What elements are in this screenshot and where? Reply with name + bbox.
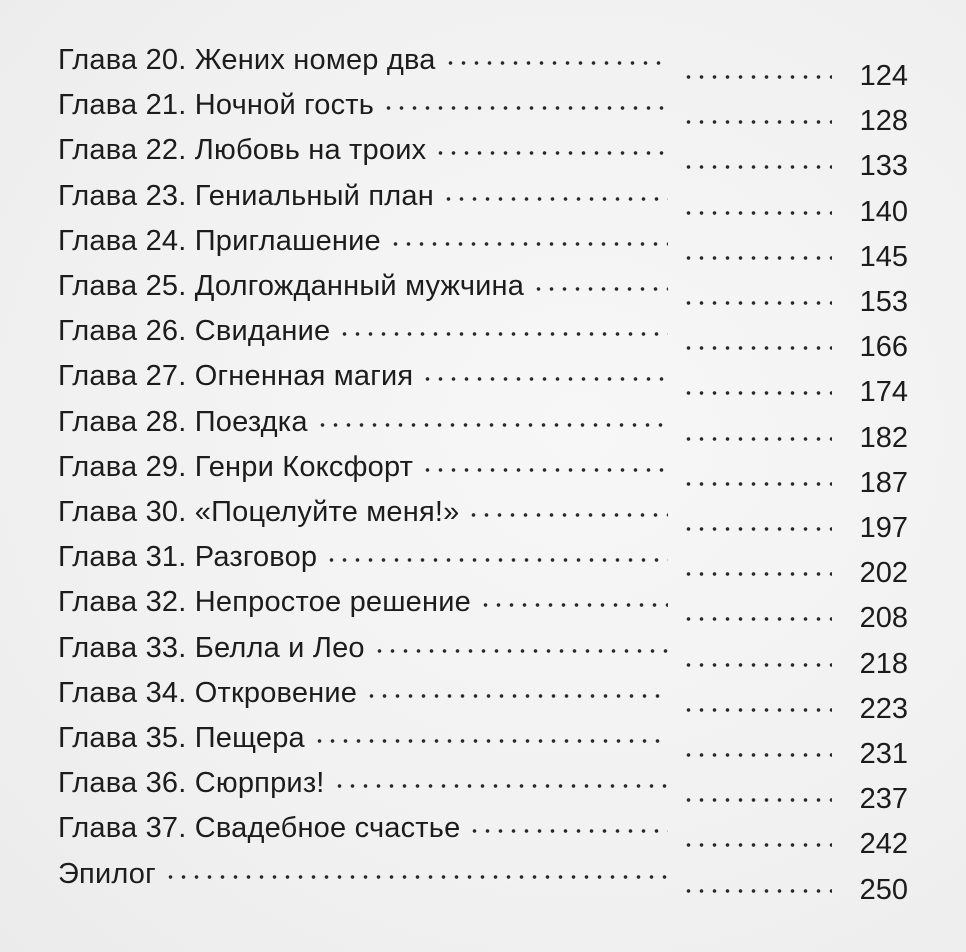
toc-entry-title: Глава 22. Любовь на троих: [58, 134, 427, 167]
dot-leader: [365, 693, 668, 699]
toc-entry-title: Глава 35. Пещера: [58, 722, 305, 754]
toc-entry-title: Глава 24. Приглашение: [58, 224, 381, 257]
toc-entry: [0, 44, 966, 90]
toc-entry: [0, 812, 966, 861]
dot-leader: [313, 738, 668, 744]
toc-entry: [0, 767, 966, 816]
dot-leader: [682, 797, 832, 803]
dot-leader: [682, 210, 832, 216]
toc-entry-title: Глава 36. Сюрприз!: [58, 767, 325, 800]
toc-entry: [0, 632, 966, 678]
toc-entry-page-number: 166: [859, 331, 908, 364]
dot-leader: [338, 331, 668, 337]
toc-entry: [0, 225, 966, 271]
dot-leader: [333, 783, 668, 789]
toc-entry: [0, 89, 966, 138]
dot-leader: [467, 512, 668, 518]
toc-entry-title: Глава 31. Разговор: [58, 541, 318, 574]
toc-entry-page-number: 218: [859, 647, 908, 680]
toc-entry-title: Глава 21. Ночной гость: [58, 89, 375, 122]
toc-entry: [0, 180, 966, 226]
toc-entry: [0, 315, 966, 364]
dot-leader: [316, 422, 668, 428]
dot-leader: [682, 662, 832, 668]
dot-leader: [682, 616, 832, 622]
dot-leader: [421, 467, 668, 473]
dot-leader: [442, 196, 668, 202]
dot-leader: [682, 842, 832, 848]
toc-entry: [0, 541, 966, 590]
toc-entry-page-number: 124: [859, 60, 908, 92]
toc-entry-title: Глава 34. Откровение: [58, 676, 358, 709]
toc-entry: [0, 406, 966, 452]
dot-leader: [468, 828, 668, 834]
dot-leader: [682, 164, 832, 170]
dot-leader: [325, 557, 668, 563]
dot-leader: [682, 119, 832, 125]
dot-leader: [682, 888, 832, 894]
dot-leader: [682, 571, 832, 577]
dot-leader: [682, 481, 832, 487]
dot-leader: [682, 345, 832, 351]
toc-entry: [0, 677, 966, 723]
toc-entry-page-number: 250: [859, 873, 908, 906]
toc-entry-page-number: 153: [859, 286, 908, 318]
dot-leader: [682, 390, 832, 396]
toc-entry-page-number: 133: [859, 150, 908, 183]
toc-entry-title: Глава 30. «Поцелуйте меня!»: [58, 496, 460, 528]
dot-leader: [682, 707, 832, 713]
toc-entry-title: Глава 23. Гениальный план: [58, 179, 434, 212]
toc-entry-page-number: 128: [859, 105, 908, 138]
toc-entry-page-number: 145: [859, 240, 908, 273]
dot-leader: [682, 436, 832, 442]
toc-entry-title: Глава 33. Белла и Лео: [58, 631, 365, 664]
toc-entry-title: Глава 25. Долгожданный мужчина: [58, 270, 525, 302]
toc-entry-page-number: 202: [859, 557, 908, 590]
toc-entry: [0, 451, 966, 497]
dot-leader: [479, 602, 668, 608]
toc-entry-page-number: 140: [859, 195, 908, 228]
toc-entry-page-number: 208: [859, 602, 908, 635]
toc-entry-page-number: 197: [859, 512, 908, 544]
dot-leader: [421, 376, 668, 382]
toc-entry-title: Глава 27. Огненная магия: [58, 360, 414, 393]
dot-leader: [389, 241, 668, 247]
toc-entry-page-number: 182: [859, 421, 908, 454]
toc-entry: [0, 134, 966, 183]
toc-entry-page-number: 242: [859, 828, 908, 861]
toc-entry: [0, 360, 966, 409]
dot-leader: [682, 752, 832, 758]
toc-entry: [0, 270, 966, 316]
dot-leader: [682, 300, 832, 306]
dot-leader: [373, 648, 668, 654]
toc-entry: [0, 496, 966, 542]
toc-entry-title: Глава 32. Непростое решение: [58, 586, 471, 619]
toc-entry-page-number: 187: [859, 466, 908, 499]
toc-entry-page-number: 223: [859, 692, 908, 725]
toc-entry-page-number: 237: [859, 783, 908, 816]
dot-leader: [382, 105, 668, 111]
toc-entry-title: Глава 37. Свадебное счастье: [58, 812, 461, 845]
toc-entry-title: Глава 20. Жених номер два: [58, 44, 436, 76]
dot-leader: [682, 526, 832, 532]
dot-leader: [682, 74, 832, 80]
toc-entry-title: Эпилог: [58, 857, 156, 890]
toc-entry: [0, 586, 966, 635]
toc-entry: [0, 722, 966, 768]
dot-leader: [164, 874, 668, 880]
toc-entry-title: Глава 26. Свидание: [58, 315, 331, 348]
dot-leader: [682, 255, 832, 261]
dot-leader: [532, 286, 668, 292]
toc-entry-title: Глава 28. Поездка: [58, 405, 308, 438]
toc-entry: [0, 858, 966, 904]
toc-entry-title: Глава 29. Генри Коксфорт: [58, 450, 414, 483]
dot-leader: [434, 150, 668, 156]
dot-leader: [444, 60, 668, 66]
toc-entry-page-number: 231: [859, 738, 908, 770]
toc-entry-page-number: 174: [859, 376, 908, 409]
